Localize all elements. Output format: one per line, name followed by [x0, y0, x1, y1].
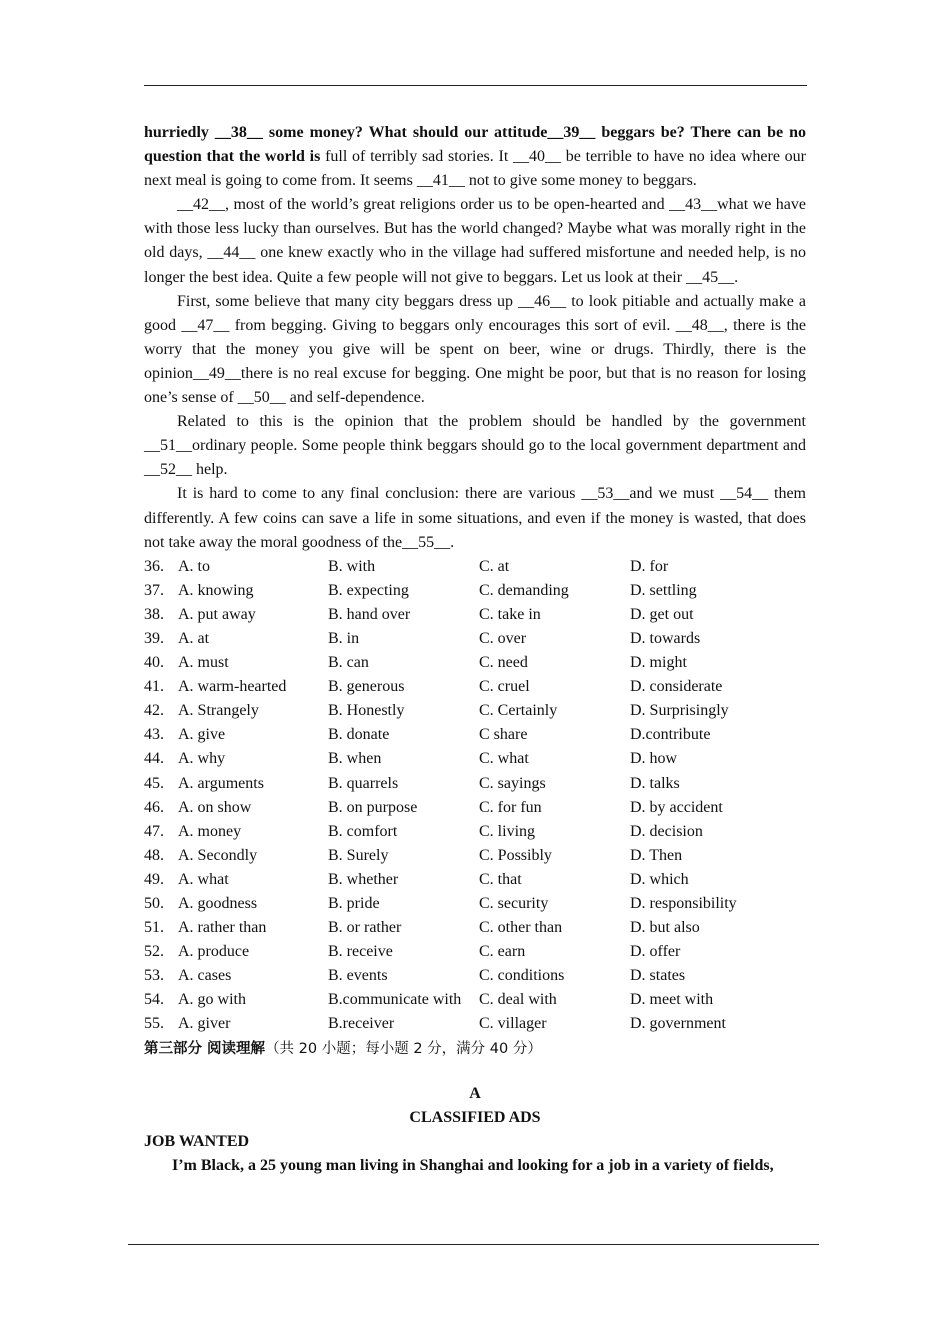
option-b: B.communicate with: [328, 991, 462, 1009]
option-c: C. what: [479, 750, 529, 768]
question-number: 42.: [144, 702, 164, 720]
question-number: 40.: [144, 654, 164, 672]
option-d: D. might: [630, 654, 687, 672]
option-a: A. give: [178, 726, 226, 744]
option-c: C. at: [479, 557, 510, 575]
option-d: D. states: [630, 967, 686, 985]
option-row: [144, 820, 806, 844]
option-b: B. comfort: [328, 822, 398, 840]
option-d: D. meet with: [630, 991, 714, 1009]
question-number: 38.: [144, 605, 164, 623]
option-d: D. settling: [630, 581, 697, 599]
option-row: [144, 723, 806, 747]
option-row: [144, 940, 806, 964]
option-row: [144, 555, 806, 579]
option-a: A. cases: [178, 967, 232, 985]
option-a: A. produce: [178, 943, 250, 961]
option-row: [144, 772, 806, 796]
question-number: 43.: [144, 726, 164, 744]
option-row: [144, 651, 806, 675]
option-b: B. in: [328, 629, 360, 647]
option-row: [144, 579, 806, 603]
question-number: 49.: [144, 870, 164, 888]
footer-rule: [128, 1244, 819, 1245]
option-row: [144, 988, 806, 1012]
option-a: A. giver: [178, 1015, 231, 1033]
option-c: C. cruel: [479, 678, 530, 696]
option-row: [144, 1012, 806, 1036]
passage-paragraph-3: First, some believe that many city beggars dress up __46__ to look pitiable and actually make a good __47__ from begging. Giving to beggars only encourages this sort of evil. __48__, there is the worry that the money you give will be spent on beer, wine or drugs. Thirdly, there is the opinion__49__there is no real excuse for begging. One might be poor, but that is no reason for losing one’s sense of __50__ and self-dependence.: [144, 292, 806, 407]
option-row: [144, 844, 806, 868]
option-a: A. at: [178, 629, 210, 647]
page-content: [144, 121, 806, 1178]
option-d: D. offer: [630, 943, 681, 961]
job-wanted-text: I’m Black, a 25 young man living in Shanghai and looking for a job in a variety of fields,: [172, 1156, 774, 1174]
question-number: 53.: [144, 967, 164, 985]
option-c: C. other than: [479, 919, 563, 937]
option-row: [144, 603, 806, 627]
option-d: D. Surprisingly: [630, 702, 729, 720]
question-number: 37.: [144, 581, 164, 599]
option-b: B. quarrels: [328, 774, 399, 792]
option-b: B. on purpose: [328, 798, 418, 816]
option-a: A. go with: [178, 991, 246, 1009]
section-title: [144, 1038, 806, 1060]
option-c: C. conditions: [479, 967, 565, 985]
option-b: B. generous: [328, 678, 405, 696]
question-number: 41.: [144, 678, 164, 696]
option-row: [144, 699, 806, 723]
question-number: 44.: [144, 750, 164, 768]
option-c: C. Certainly: [479, 702, 558, 720]
option-a: A. why: [178, 750, 226, 768]
option-d: D. for: [630, 557, 669, 575]
option-row: [144, 892, 806, 916]
option-d: D. how: [630, 750, 678, 768]
option-c: C. take in: [479, 605, 541, 623]
header-rule: [144, 85, 807, 86]
option-c: C. earn: [479, 943, 526, 961]
option-row: [144, 868, 806, 892]
question-number: 55.: [144, 1015, 164, 1033]
option-a: A. Strangely: [178, 702, 259, 720]
question-number: 39.: [144, 629, 164, 647]
option-d: D. towards: [630, 629, 701, 647]
reading-heading: CLASSIFIED ADS: [409, 1108, 541, 1126]
passage-text: full of terribly sad stories. It __40__ be terrible to have no idea where our next meal is going to come from. It seems __41__ not to give some money to beggars.: [144, 148, 806, 190]
option-a: A. warm-hearted: [178, 678, 287, 696]
option-d: D. by accident: [630, 798, 723, 816]
passage-paragraph-1: [144, 121, 806, 193]
option-row: [144, 796, 806, 820]
option-row: [144, 747, 806, 771]
section-title-detail: （共 20 小题；每小题 2 分，满分 40 分）: [265, 1040, 542, 1057]
option-b: B. Honestly: [328, 702, 405, 720]
passage-paragraph-4: Related to this is the opinion that the problem should be handled by the government __51__ordinary people. Some people think beggars should go to the local government department and __52__ help.: [144, 413, 806, 479]
option-b: B.receiver: [328, 1015, 395, 1033]
option-c: C. need: [479, 654, 528, 672]
option-b: B. hand over: [328, 605, 411, 623]
option-b: B. pride: [328, 895, 380, 912]
option-c: C. sayings: [479, 774, 546, 792]
reading-letter: A: [469, 1084, 481, 1102]
option-b: B. receive: [328, 943, 393, 961]
option-d: D. which: [630, 870, 689, 888]
question-number: 48.: [144, 846, 164, 864]
option-a: A. must: [178, 654, 229, 672]
option-b: B. or rather: [328, 919, 402, 937]
option-d: D. government: [630, 1015, 726, 1033]
job-wanted-heading: JOB WANTED: [144, 1132, 250, 1150]
option-c: C. for fun: [479, 798, 542, 816]
option-d: D. talks: [630, 774, 680, 792]
options-list: [144, 555, 806, 1037]
option-b: B. donate: [328, 726, 390, 744]
option-b: B. Surely: [328, 846, 389, 864]
option-a: A. arguments: [178, 774, 264, 792]
option-b: B. whether: [328, 870, 399, 888]
option-d: D. responsibility: [630, 895, 737, 912]
option-row: [144, 916, 806, 940]
option-b: B. can: [328, 654, 369, 672]
option-row: [144, 675, 806, 699]
option-d: D. decision: [630, 822, 703, 840]
question-number: 54.: [144, 991, 164, 1009]
passage-bold-text: hurriedly __38__ some money? What should our attitude__39__ beggars be? There can be no question that the world is: [144, 124, 806, 166]
question-number: 52.: [144, 943, 164, 961]
option-a: A. what: [178, 870, 229, 888]
option-row: [144, 964, 806, 988]
section-title-bold: 第三部分 阅读理解: [144, 1040, 266, 1057]
option-b: B. events: [328, 967, 388, 985]
question-number: 46.: [144, 798, 164, 816]
option-d: D.contribute: [630, 726, 711, 744]
option-b: B. when: [328, 750, 382, 768]
option-a: A. Secondly: [178, 846, 258, 864]
option-d: D. get out: [630, 605, 694, 623]
option-a: A. goodness: [178, 895, 258, 912]
option-row: [144, 627, 806, 651]
question-number: 51.: [144, 919, 164, 937]
option-d: D. Then: [630, 846, 683, 864]
question-number: 50.: [144, 895, 164, 912]
question-number: 47.: [144, 822, 164, 840]
option-a: A. put away: [178, 605, 256, 623]
option-b: B. expecting: [328, 581, 409, 599]
option-d: D. but also: [630, 919, 700, 937]
option-a: A. to: [178, 557, 210, 575]
passage-paragraph-2: __42__, most of the world’s great religions order us to be open-hearted and __43__what we have with those less lucky than ourselves. But has the world changed? Maybe what was morally right in the old days, __44__ one knew exactly who in the village had suffered misfortune and needed help, is no longer the best idea. Quite a few people will not give to beggars. Let us look at their __45__.: [144, 196, 806, 286]
option-c: C share: [479, 726, 528, 744]
option-a: A. rather than: [178, 919, 267, 937]
option-c: C. Possibly: [479, 846, 552, 864]
option-a: A. on show: [178, 798, 252, 816]
option-a: A. knowing: [178, 581, 254, 599]
option-d: D. considerate: [630, 678, 723, 696]
option-a: A. money: [178, 822, 242, 840]
question-number: 45.: [144, 774, 164, 792]
option-c: C. security: [479, 895, 549, 912]
question-number: 36.: [144, 557, 164, 575]
option-c: C. over: [479, 629, 527, 647]
option-c: C. that: [479, 870, 522, 888]
passage-paragraph-5: It is hard to come to any final conclusion: there are various __53__and we must __54__ them differently. A few coins can save a life in some situations, and even if the money is wasted, that does not take away the moral goodness of the__55__.: [144, 485, 806, 551]
option-c: C. deal with: [479, 991, 557, 1009]
option-c: C. living: [479, 822, 536, 840]
option-c: C. demanding: [479, 581, 569, 599]
option-b: B. with: [328, 557, 376, 575]
option-c: C. villager: [479, 1015, 547, 1033]
